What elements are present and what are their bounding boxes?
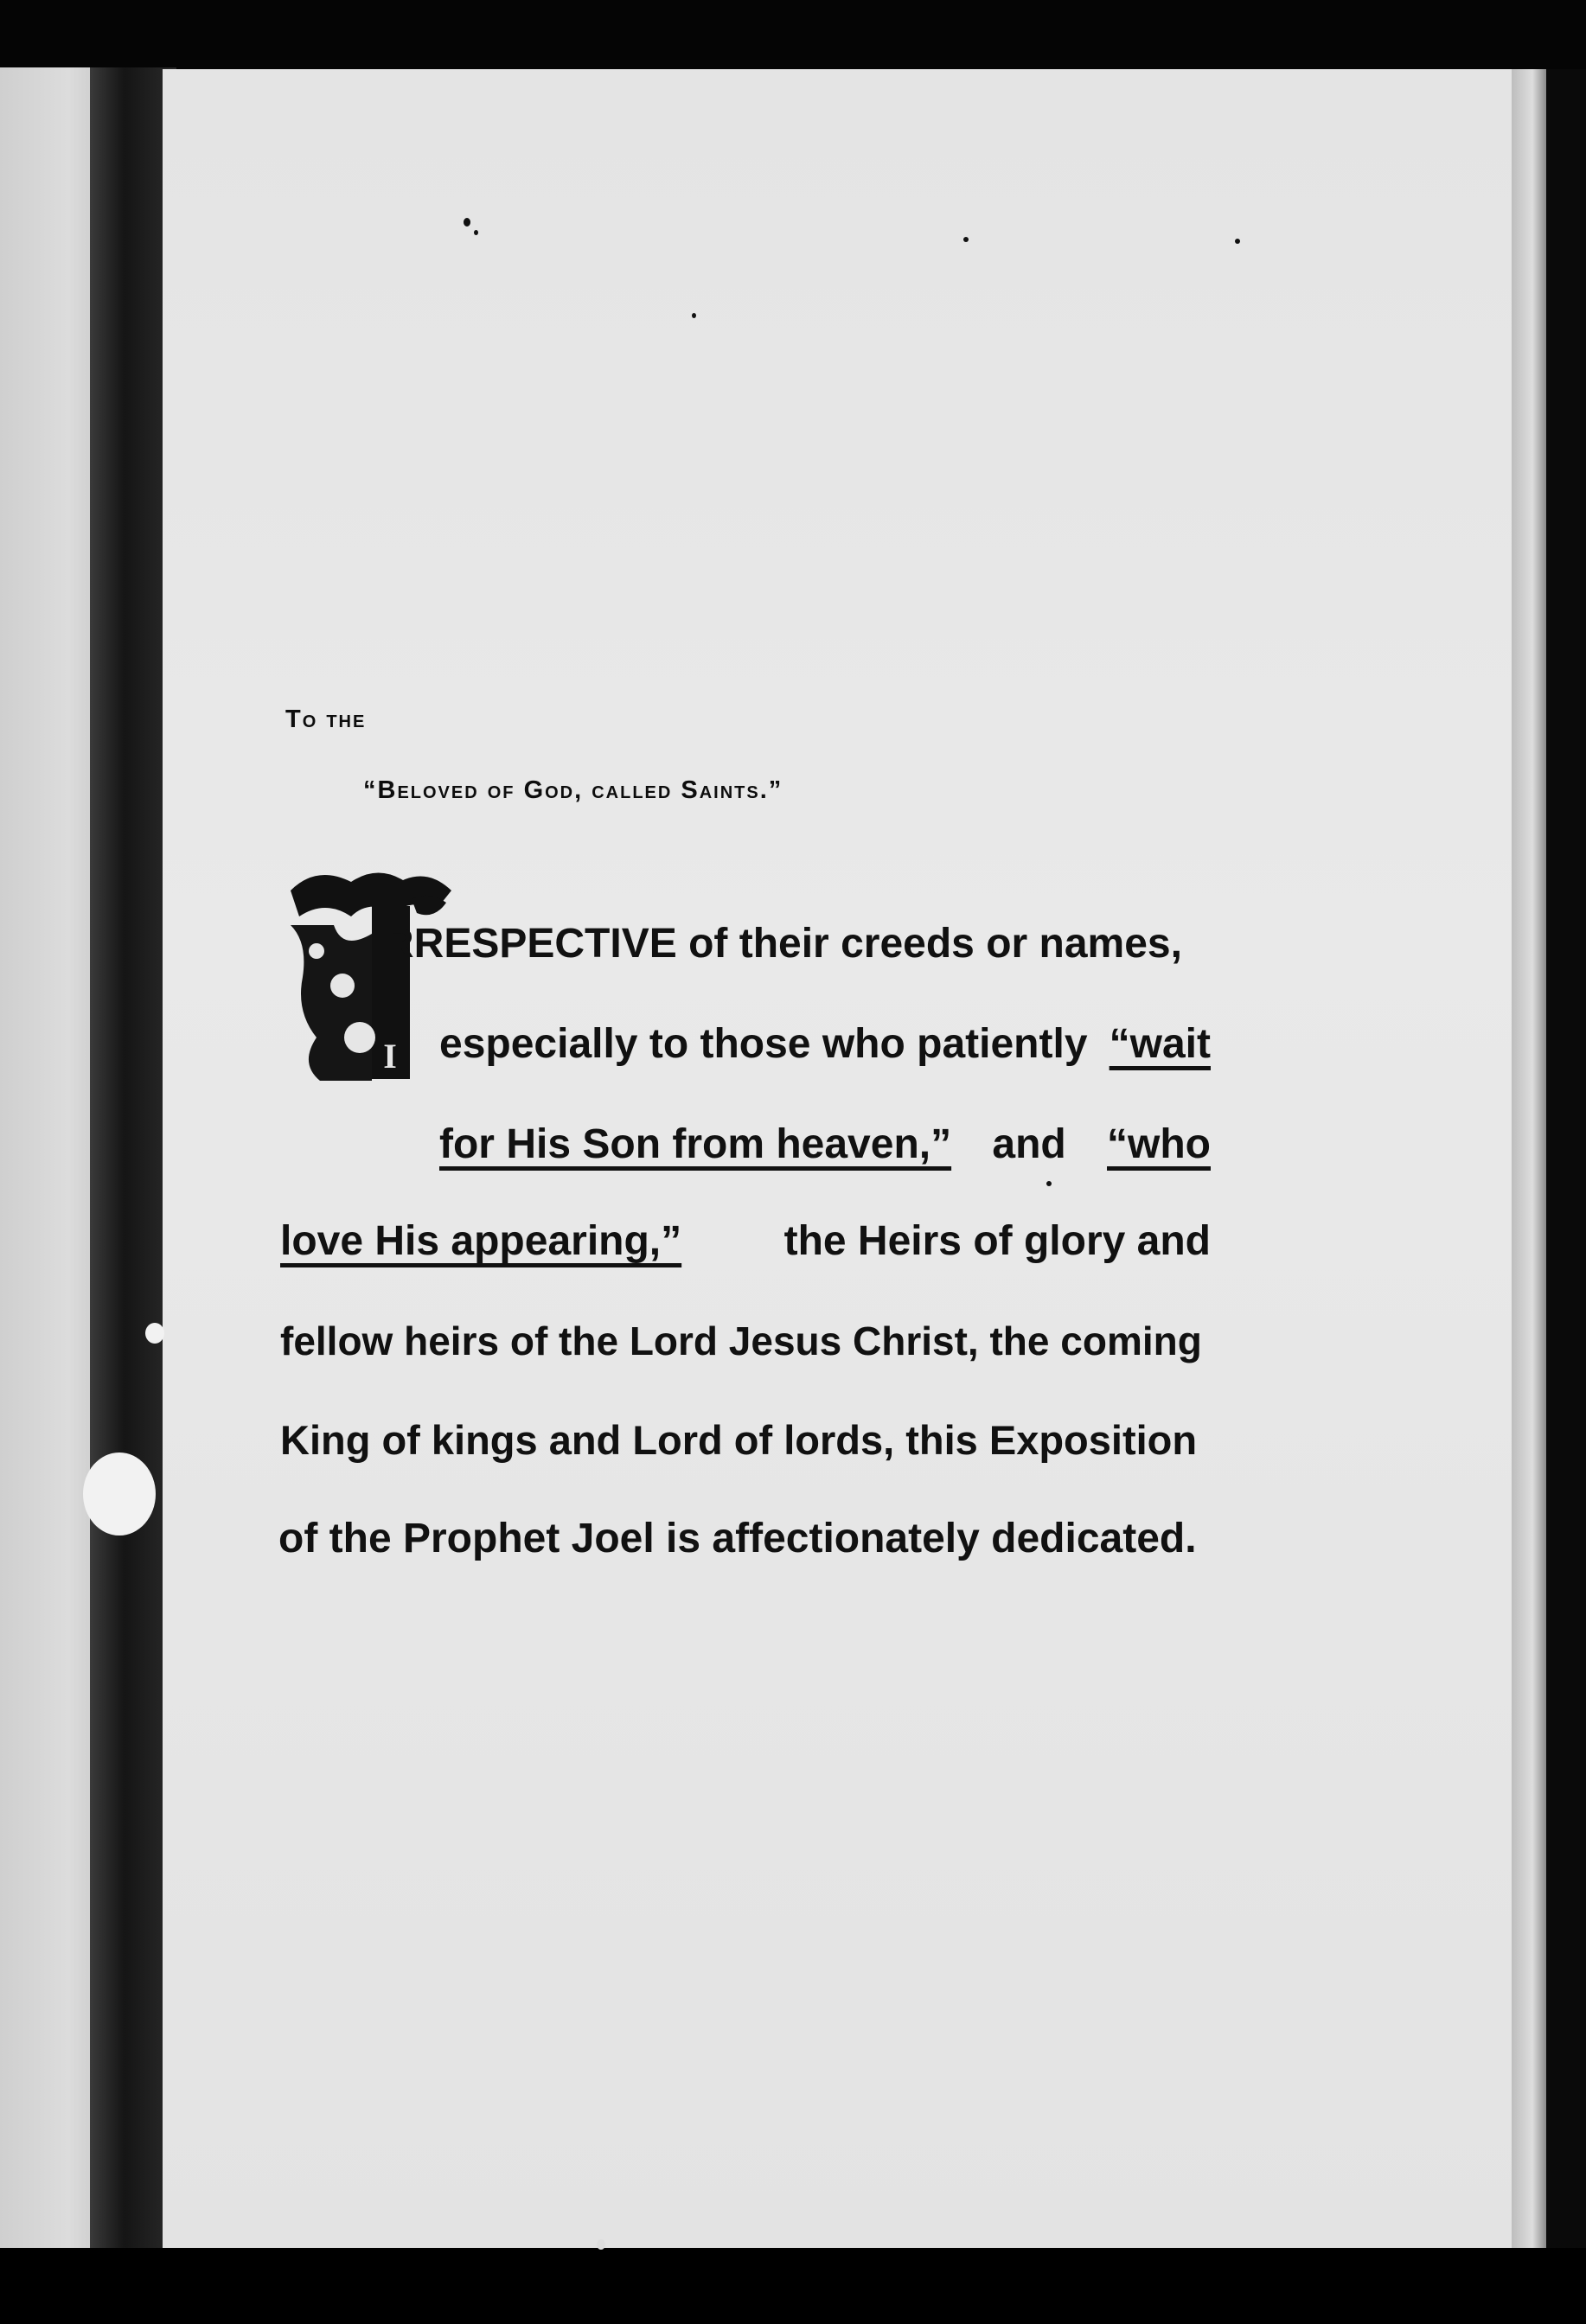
line-7-text: of the Prophet Joel is affectionately dedicated. xyxy=(278,1516,1197,1561)
dust-speck xyxy=(474,230,478,235)
line-3-plain: and xyxy=(992,1121,1066,1167)
dedication-line-1 xyxy=(384,923,1211,965)
dust-speck xyxy=(1046,1181,1052,1186)
dedication-heading-beloved: “Beloved of God, called Saints.” xyxy=(363,776,783,804)
dedication-line-4 xyxy=(280,1218,1211,1264)
line-4-underlined: love His appearing,” xyxy=(280,1218,682,1264)
line-2-plain: especially to those who patiently xyxy=(439,1021,1088,1067)
film-border-right xyxy=(1546,69,1586,2248)
dust-speck xyxy=(464,218,470,227)
dust-speck xyxy=(963,237,969,242)
dedication-line-6 xyxy=(280,1417,1211,1463)
dust-speck xyxy=(1235,239,1240,244)
film-border-bottom xyxy=(0,2248,1586,2324)
initial-letter: I xyxy=(383,1037,397,1076)
dedication-line-2 xyxy=(439,1021,1211,1067)
line-2-underlined: “wait xyxy=(1109,1021,1211,1067)
line-4-plain: the Heirs of glory and xyxy=(783,1218,1211,1264)
line-1-text: RRESPECTIVE of their creeds or names, xyxy=(384,921,1182,967)
paper-blemish xyxy=(83,1452,156,1536)
dedication-line-7 xyxy=(278,1518,1209,1560)
dedication-line-5 xyxy=(280,1318,1211,1363)
paper-blemish xyxy=(145,1323,164,1344)
dust-speck xyxy=(597,2239,605,2250)
dedication-heading-to-the: To the xyxy=(285,706,367,733)
decorative-initial-ornament xyxy=(282,865,455,1082)
line-3-underlined: for His Son from heaven,” xyxy=(439,1121,952,1167)
line-3-underlined-2: “who xyxy=(1107,1121,1211,1167)
page-edge xyxy=(1512,69,1546,2248)
dust-speck xyxy=(692,313,696,318)
line-6-text: King of kings and Lord of lords, this Exposition xyxy=(280,1417,1198,1463)
dedication-line-3 xyxy=(439,1121,1211,1167)
line-5-text: fellow heirs of the Lord Jesus Christ, the coming xyxy=(280,1318,1202,1363)
